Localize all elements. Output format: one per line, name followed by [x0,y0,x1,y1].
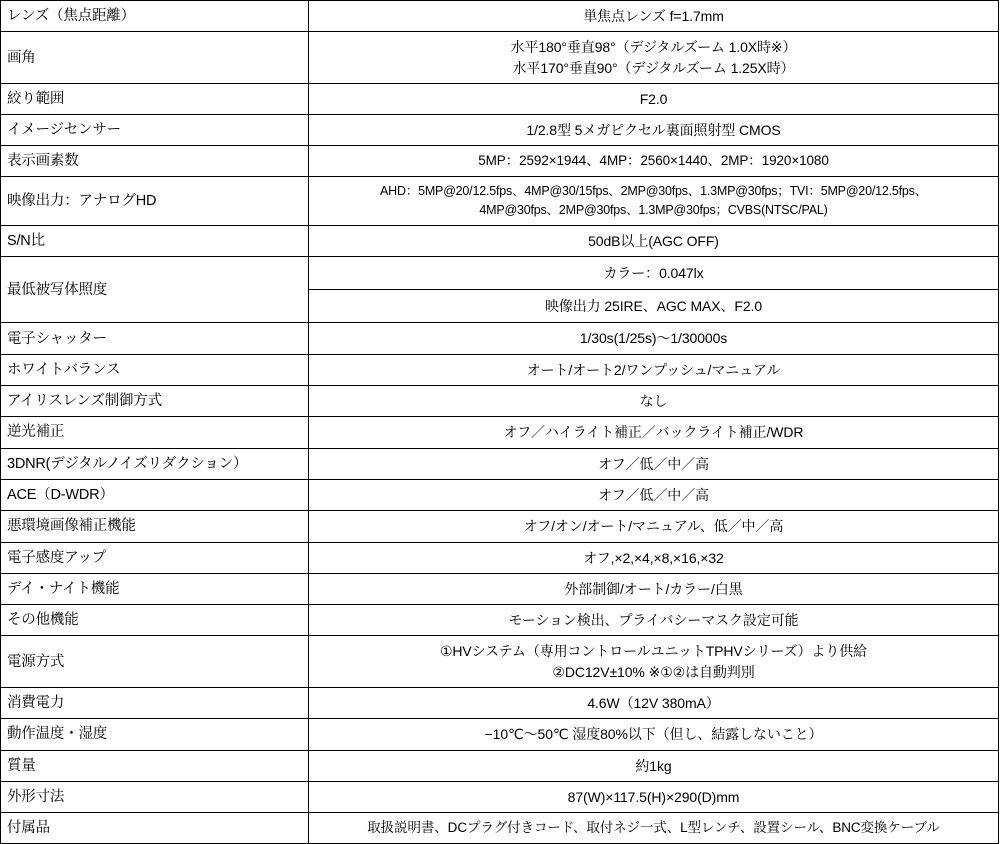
table-row [1,573,999,604]
table-row [1,688,999,719]
spec-label: 電源方式 [1,636,309,688]
spec-value [309,636,999,688]
spec-value [309,781,999,812]
spec-value-line: 取扱説明書、DCプラグ付きコード、取付ネジ一式、L型レンチ、設置シール、BNC変換ケーブル [367,820,940,836]
spec-value-subrow: 映像出力 25IRE、AGC MAX、F2.0 [309,289,998,322]
spec-value-line: 4MP@30fps、2MP@30fps、1.3MP@30fps；CVBS(NTSC/PAL) [479,202,828,217]
spec-value [309,813,999,844]
spec-value-line: オフ／低／中／高 [598,486,709,503]
table-row [1,225,999,256]
table-row [1,719,999,750]
spec-value-line: ①HVシステム（専用コントロールユニットTPHVシリーズ）より供給 [439,643,868,660]
spec-value [309,719,999,750]
spec-value [309,225,999,256]
spec-label: デイ・ナイト機能 [1,573,309,604]
spec-value-line: モーション検出、プライバシーマスク設定可能 [508,612,799,629]
table-row [1,781,999,812]
spec-value [309,479,999,510]
spec-value-line: 1/2.8型 5メガピクセル裏面照射型 CMOS [526,122,781,139]
spec-value [309,323,999,354]
spec-value-line: オフ/オン/オート/マニュアル、低／中／高 [523,518,784,535]
table-row [1,636,999,688]
spec-value [309,256,999,323]
spec-value [309,542,999,573]
spec-value-line: ②DC12V±10% ※①②は自動判別 [552,663,755,680]
spec-label: 動作温度・湿度 [1,719,309,750]
spec-value [309,354,999,385]
spec-label: S/N比 [1,225,309,256]
spec-label: 悪環境画像補正機能 [1,511,309,542]
spec-value-line: オフ,×2,×4,×8,×16,×32 [583,549,724,566]
spec-label: 電子感度アップ [1,542,309,573]
table-row [1,256,999,323]
spec-value-line: 50dB以上(AGC OFF) [588,232,719,249]
spec-value [309,83,999,114]
spec-value-line: 87(W)×117.5(H)×290(D)mm [567,788,740,805]
table-row [1,542,999,573]
spec-value-line: オフ／低／中／高 [598,455,709,472]
table-row [1,750,999,781]
spec-value [309,115,999,146]
spec-value [309,688,999,719]
spec-value [309,32,999,84]
spec-value-line: 水平180°垂直98°（デジタルズーム 1.0X時※） [510,39,797,56]
table-row [1,605,999,636]
spec-value-subrow: カラー：0.047lx [603,264,704,281]
spec-value-line: オート/オート2/ワンプッシュ/マニュアル [526,361,781,378]
spec-value-line: 単焦点レンズ f=1.7mm [583,8,724,24]
spec-value [309,573,999,604]
table-row [1,386,999,417]
spec-value [309,448,999,479]
spec-label: アイリスレンズ制御方式 [1,386,309,417]
spec-value-line: F2.0 [639,90,668,107]
table-row [1,448,999,479]
table-row [1,177,999,226]
spec-label: 電子シャッター [1,323,309,354]
spec-label: ホワイトバランス [1,354,309,385]
table-row [1,479,999,510]
spec-label: その他機能 [1,605,309,636]
table-row [1,32,999,84]
spec-label: ACE（D-WDR） [1,479,309,510]
table-row [1,1,999,32]
spec-label: レンズ（焦点距離） [1,1,309,32]
spec-value [309,605,999,636]
spec-value [309,1,999,32]
spec-label: 映像出力：アナログHD [1,177,309,226]
spec-value [309,511,999,542]
spec-value [309,417,999,448]
spec-label: 質量 [1,750,309,781]
spec-value-line: 1/30s(1/25s)〜1/30000s [579,330,728,347]
spec-value-line: 外部制御/オート/カラー/白黒 [564,580,743,597]
spec-value-line: なし [639,393,668,410]
spec-label: 絞り範囲 [1,83,309,114]
spec-value [309,146,999,177]
spec-label: 画角 [1,32,309,84]
spec-label: 表示画素数 [1,146,309,177]
spec-value [309,750,999,781]
spec-value [309,386,999,417]
spec-value-line: 4.6W（12V 380mA） [587,695,720,711]
spec-value-line: 約1kg [635,757,672,774]
spec-label: 3DNR(デジタルノイズリダクション） [1,448,309,479]
table-row [1,511,999,542]
spec-label: 最低被写体照度 [1,256,309,323]
spec-value-line: 5MP：2592×1944、4MP：2560×1440、2MP：1920×1080 [478,153,829,169]
table-row [1,417,999,448]
table-row [1,323,999,354]
spec-value-line: −10℃〜50℃ 湿度80%以下（但し、結露しないこと） [484,726,823,743]
specification-table-body [1,1,999,844]
table-row [1,354,999,385]
spec-value-line: オフ／ハイライト補正／バックライト補正/WDR [503,424,804,441]
table-row [1,146,999,177]
spec-label: 付属品 [1,813,309,844]
table-row [1,813,999,844]
table-row [1,115,999,146]
spec-value [309,177,999,226]
spec-value-line: AHD：5MP@20/12.5fps、4MP@30/15fps、2MP@30fps、1.3MP@30fps；TVI：5MP@20/12.5fps、 [380,184,927,199]
table-row [1,83,999,114]
spec-label: 外形寸法 [1,781,309,812]
spec-label: 逆光補正 [1,417,309,448]
spec-label: 消費電力 [1,688,309,719]
spec-value-line: 水平170°垂直90°（デジタルズーム 1.25X時） [512,59,795,76]
spec-label: イメージセンサー [1,115,309,146]
